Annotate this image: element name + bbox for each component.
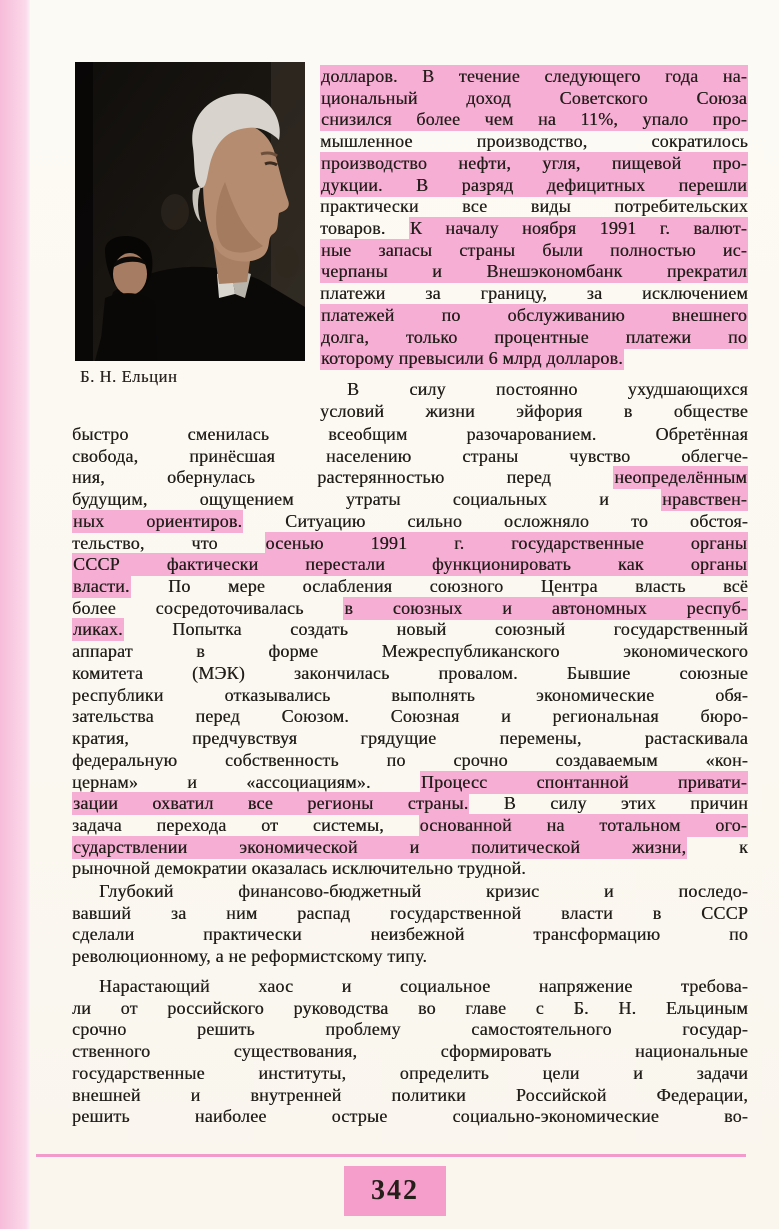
highlighted-text: производство нефти, угля, пищевой про- (321, 152, 747, 173)
paragraph-opening-column (320, 379, 748, 422)
text-segment: свобода, принёсшая населению страны чувство облегче- (72, 445, 748, 466)
highlighted-text: которому превысили 6 млрд долларов. (321, 348, 623, 369)
text-segment: республики отказывались выполнять экономические обя- (72, 684, 748, 705)
text-segment: более сосредоточивалась (72, 597, 344, 618)
text-segment: Ситуацию сильно осложняло то обстоя- (243, 510, 749, 531)
text-segment: платежи за границу, за исключением (320, 283, 748, 304)
paragraph-main (72, 424, 748, 880)
paragraph-tasks (72, 976, 748, 1128)
highlighted-text: ные запасы страны были полностью ис- (321, 239, 747, 260)
photo-caption: Б. Н. Ельцин (80, 367, 178, 386)
highlighted-text: К началу ноября 1991 г. валют- (409, 218, 747, 239)
text-line (320, 379, 748, 401)
text-line (320, 131, 748, 153)
text-line (320, 109, 748, 131)
footer-rule (36, 1154, 746, 1157)
text-line (320, 348, 748, 370)
text-segment: В силу постоянно ухудшающихся (347, 379, 748, 399)
highlighted-text: черпаны и Внешэкономбанк прекратил (321, 261, 747, 282)
text-segment: будущим, ощущением утраты социальных и (72, 489, 662, 510)
text-line (320, 261, 748, 283)
text-line (320, 218, 748, 240)
text-segment: аппарат в форме Межреспубликанского экономического (72, 641, 748, 662)
highlighted-text: основанной на тотальном ого- (419, 814, 747, 835)
text-line (72, 858, 748, 880)
text-line (72, 533, 748, 555)
text-segment: Нарастающий хаос и социальное напряжение требова- (99, 976, 748, 996)
text-segment: практически все виды потребительских (320, 196, 748, 217)
text-line (72, 467, 748, 489)
text-segment: федеральную собственность по срочно создаваемым «кон- (72, 749, 748, 770)
text-line (72, 772, 748, 794)
text-line (72, 511, 748, 533)
text-line (320, 401, 748, 423)
text-segment: вавший за ним распад государственной власти в СССР (72, 902, 748, 923)
text-segment: задача перехода от системы, (72, 814, 419, 835)
text-line (72, 1063, 748, 1085)
text-line (320, 196, 748, 218)
highlighted-text: снизился более чем на 11%, упало про- (321, 109, 747, 130)
text-segment: комитета (МЭК) закончилась провалом. Бывшие союзные (72, 662, 748, 683)
text-line (72, 1041, 748, 1063)
text-line (72, 924, 748, 946)
text-segment: условий жизни эйфория в обществе (320, 400, 748, 421)
text-segment: срочно решить проблему самостоятельного государ- (72, 1019, 748, 1040)
text-line (72, 576, 748, 598)
text-line (320, 153, 748, 175)
text-line (72, 728, 748, 750)
text-line (320, 175, 748, 197)
highlighted-text: платежей по обслуживанию внешнего (321, 304, 747, 325)
text-segment: решить наиболее острые социально-экономические во- (72, 1106, 748, 1127)
highlighted-text: СССР фактически перестали функционировать как органы (73, 554, 747, 575)
text-segment: мышленное производство, сократилось (320, 131, 748, 152)
text-line (72, 946, 748, 968)
text-line (320, 88, 748, 110)
highlighted-text: долларов. В течение следующего года на- (321, 66, 747, 86)
text-segment: революционному, а не реформистскому типу. (72, 946, 428, 967)
text-segment: Глубокий финансово-бюджетный кризис и последо- (99, 881, 748, 901)
highlighted-text: долга, только процентные платежи по (321, 326, 747, 347)
text-segment: зательства перед Союзом. Союзная и региональная бюро- (72, 706, 748, 727)
text-line (320, 283, 748, 305)
text-line (72, 663, 748, 685)
highlighted-text: нравствен- (662, 489, 747, 510)
text-line (72, 619, 748, 641)
text-segment: кратия, предчувствуя грядущие перемены, растаскивала (72, 728, 748, 749)
highlighted-text: Процесс спонтанной привати- (420, 771, 747, 792)
paragraph-crisis (72, 881, 748, 968)
text-segment: В силу этих причин (469, 793, 748, 814)
text-line (72, 976, 748, 998)
text-line (72, 1019, 748, 1041)
excerpt-column (320, 66, 748, 370)
text-line (72, 903, 748, 925)
text-segment: государственные институты, определить цели и задачи (72, 1062, 748, 1083)
highlighted-text: ликах. (73, 619, 123, 640)
text-line (72, 598, 748, 620)
yeltsin-portrait-photo (75, 62, 305, 361)
text-line (72, 793, 748, 815)
text-line (72, 998, 748, 1020)
text-line (72, 685, 748, 707)
text-segment: тельство, что (72, 532, 265, 553)
text-line (72, 837, 748, 859)
highlighted-text: сударствлении экономической и политической жизни, (73, 836, 687, 857)
text-segment: Попытка создать новый союзный государственный (123, 619, 748, 640)
text-segment: внешней и внутренней политики Российской Федерации, (72, 1084, 748, 1105)
text-line (72, 881, 748, 903)
highlighted-text: циональный доход Советского Союза (321, 87, 747, 108)
text-line (320, 305, 748, 327)
text-segment: ния, обернулась растерянностью перед (72, 467, 614, 488)
text-segment: ли от российского руководства во главе с Б. Н. Ельциным (72, 997, 748, 1018)
highlighted-text: власти. (73, 576, 130, 597)
text-line (320, 327, 748, 349)
highlighted-text: неопределённым (614, 467, 747, 488)
text-segment: цернам» и «ассоциациям». (72, 771, 420, 792)
text-segment: быстро сменилась всеобщим разочарованием. Обретённая (72, 424, 748, 444)
highlighted-text: зации охватил все регионы страны. (73, 793, 469, 814)
text-segment: сделали практически неизбежной трансформацию по (72, 924, 748, 945)
text-segment: к (687, 836, 748, 857)
text-line (72, 750, 748, 772)
highlighted-text: ных ориентиров. (73, 510, 243, 531)
text-segment: ственного существования, сформировать национальные (72, 1041, 748, 1062)
text-line (320, 66, 748, 88)
page-number-box (344, 1166, 446, 1216)
page-edge-strip (0, 0, 30, 1229)
text-line (72, 554, 748, 576)
text-segment: товаров. (320, 218, 409, 239)
text-line (320, 240, 748, 262)
text-line (72, 1085, 748, 1107)
text-line (72, 1106, 748, 1128)
text-line (72, 424, 748, 446)
page-number: 342 (371, 1175, 419, 1206)
text-segment: По мере ослабления союзного Центра власть всё (130, 576, 748, 597)
photo-illustration (75, 62, 305, 361)
highlighted-text: дукции. В разряд дефицитных перешли (321, 174, 747, 195)
text-segment: рыночной демократии оказалась исключительно трудной. (72, 858, 526, 879)
highlighted-text: осенью 1991 г. государственные органы (265, 532, 747, 553)
text-line (72, 706, 748, 728)
text-line (72, 489, 748, 511)
text-line (72, 641, 748, 663)
highlighted-text: в союзных и автономных респуб- (344, 597, 747, 618)
text-line (72, 815, 748, 837)
text-line (72, 446, 748, 468)
